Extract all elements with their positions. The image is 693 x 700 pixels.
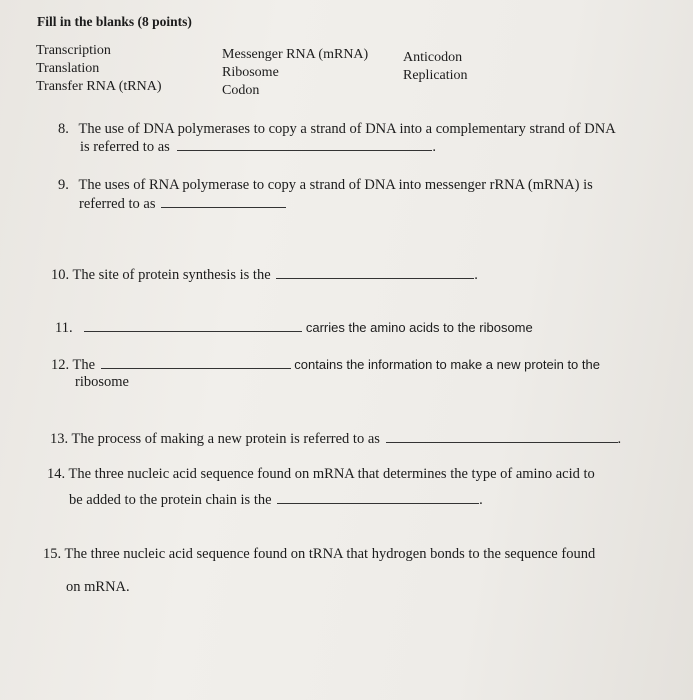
question-text: The site of protein synthesis is the [72, 267, 271, 283]
question-9-line-2 [79, 193, 286, 213]
answer-blank[interactable] [177, 136, 432, 151]
question-10 [51, 264, 478, 284]
question-number: 10. [51, 267, 70, 283]
period: . [617, 431, 622, 447]
question-9 [58, 176, 593, 194]
question-text: be added to the protein chain is the [69, 492, 272, 508]
word-bank-term: Transcription [36, 43, 111, 58]
answer-blank[interactable] [386, 428, 618, 443]
answer-blank[interactable] [84, 317, 302, 332]
section-title: Fill in the blanks (8 points) [37, 14, 192, 29]
answer-blank[interactable] [277, 489, 479, 504]
period: . [432, 139, 437, 155]
answer-blank[interactable] [276, 264, 474, 279]
word-bank-column-1 [36, 42, 161, 96]
question-text: The three nucleic acid sequence found on mRNA that determines the type of amino acid to [68, 466, 595, 482]
question-13 [50, 428, 621, 448]
period: . [479, 492, 483, 508]
question-text: contains the information to make a new protein to the [294, 357, 600, 372]
question-number: 8. [58, 121, 69, 137]
question-text: The three nucleic acid sequence found on tRNA that hydrogen bonds to the sequence found [64, 546, 596, 562]
question-15 [43, 545, 595, 563]
word-bank-term: Translation [36, 61, 100, 76]
question-15-line-2: on mRNA. [66, 579, 130, 595]
question-number: 15. [43, 546, 62, 562]
answer-blank[interactable] [101, 354, 291, 369]
question-text: The [72, 357, 96, 373]
question-text: is referred to as [80, 139, 170, 155]
word-bank-term: Codon [222, 83, 260, 98]
word-bank-column-2 [222, 46, 368, 100]
question-14 [47, 465, 595, 483]
question-number: 12. [51, 357, 70, 373]
question-11 [55, 317, 533, 337]
word-bank-term: Messenger RNA (mRNA) [222, 47, 369, 62]
question-text: carries the amino acids to the ribosome [305, 320, 533, 335]
question-text: The uses of RNA polymerase to copy a strand of DNA into messenger rRNA (mRNA) is [78, 177, 593, 193]
question-number: 14. [47, 466, 66, 482]
question-number: 9. [58, 177, 69, 193]
period: . [474, 267, 478, 283]
question-text: The use of DNA polymerases to copy a strand of DNA into a complementary strand of DNA [78, 121, 616, 137]
word-bank-term: Anticodon [403, 50, 463, 65]
question-number: 11. [55, 320, 73, 336]
answer-blank[interactable] [161, 193, 286, 208]
question-8-line-2 [80, 136, 436, 156]
word-bank-column-3 [403, 49, 468, 85]
question-12-line-2: ribosome [75, 374, 129, 390]
question-text: referred to as [79, 196, 156, 212]
question-text: The process of making a new protein is referred to as [71, 431, 380, 447]
word-bank-term: Replication [403, 68, 468, 83]
question-number: 13. [50, 431, 69, 447]
word-bank-term: Transfer RNA (tRNA) [36, 79, 162, 94]
question-12 [51, 354, 600, 374]
word-bank-term: Ribosome [222, 65, 279, 80]
question-14-line-2 [69, 489, 483, 509]
